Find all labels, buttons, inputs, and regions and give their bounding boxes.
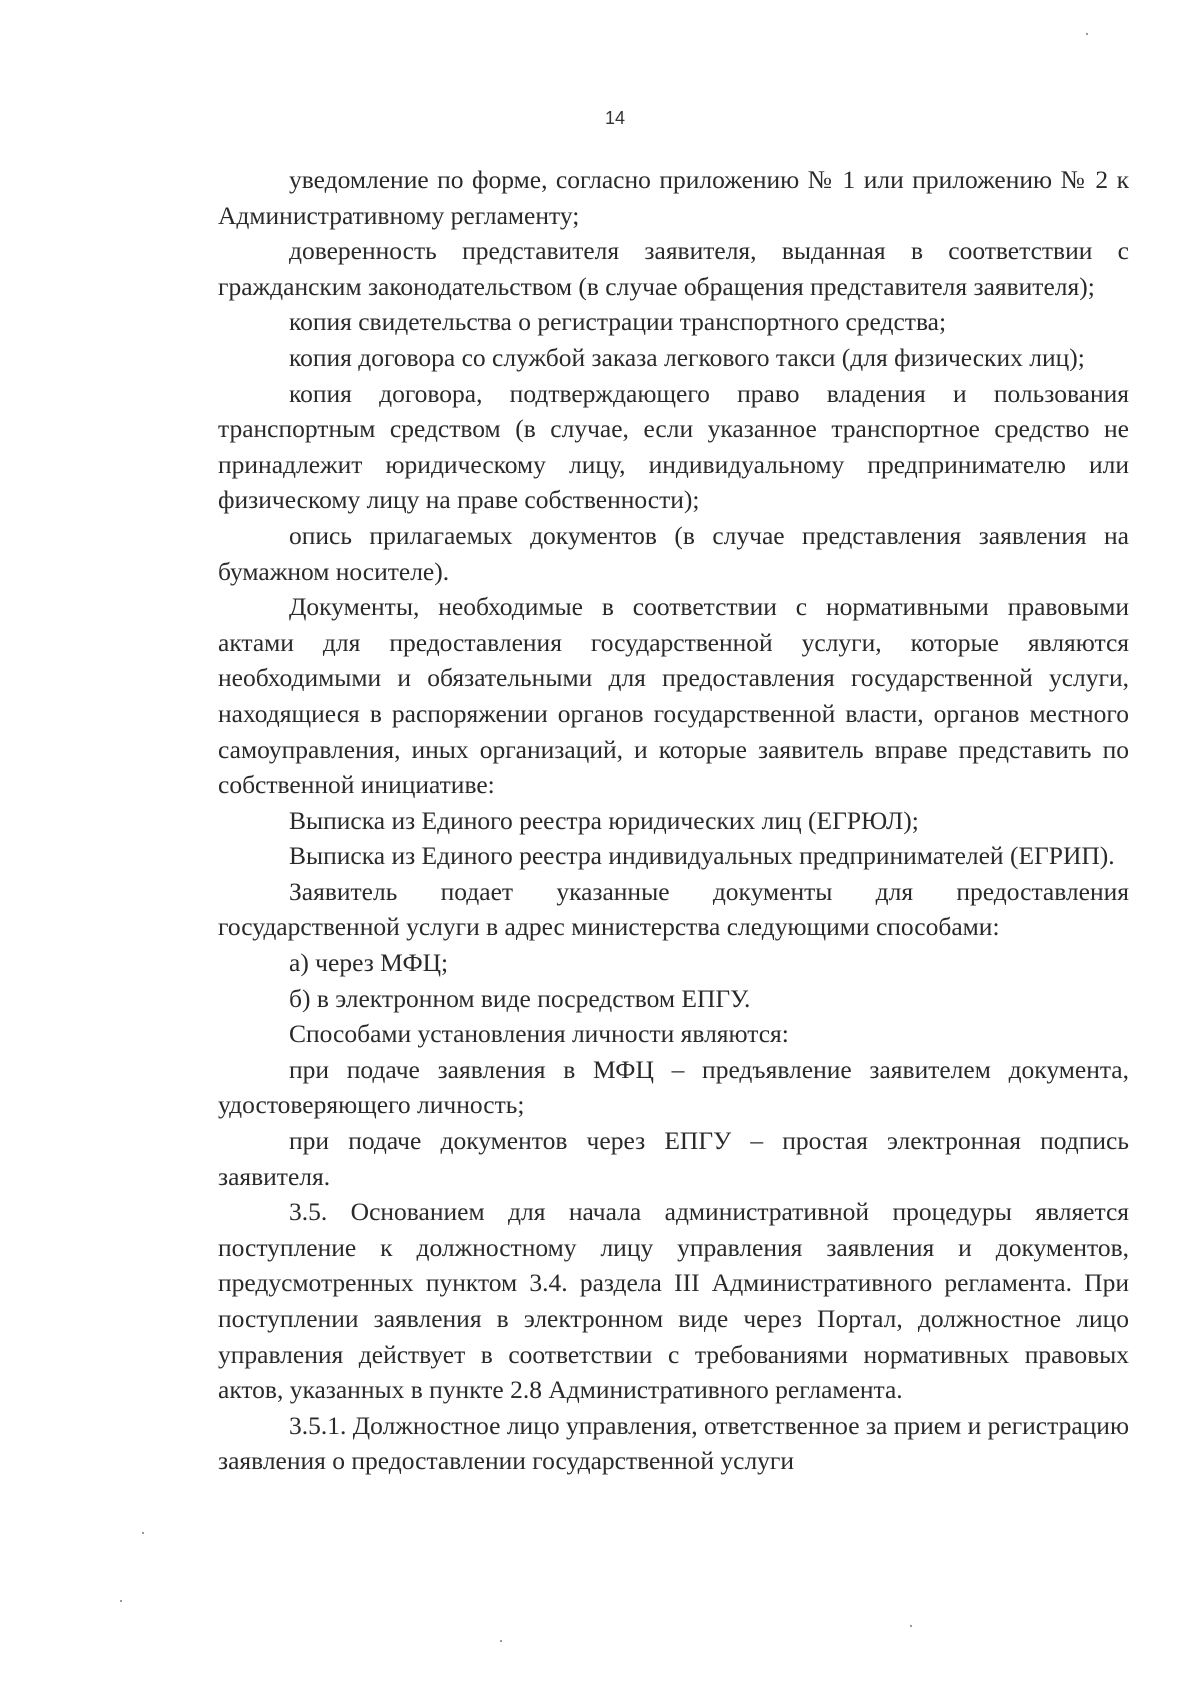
paragraph: а) через МФЦ; (289, 948, 449, 978)
scan-speck (142, 1532, 144, 1534)
paragraph: Заявитель подает указанные документы для предоставления государственной услуги в адрес министерства следующими способами: (218, 876, 1129, 942)
page-number: 14 (604, 108, 626, 128)
body-text (218, 162, 1129, 1479)
scan-speck (910, 1625, 912, 1627)
paragraph: копия свидетельства о регистрации транспортного средства; (289, 307, 947, 337)
paragraph: 3.5. Основанием для начала административной процедуры является поступление к должностному лицу управления заявления и документов, предусмотренных пунктом 3.4. раздела III Административного регламента. При поступлении заявления в электронном виде через Портал, должностное лицо управления действует в соответствии с требованиями нормативных правовых актов, указанных в пункте 2.8 Административного регламента. (218, 1197, 1129, 1405)
scan-speck (120, 1600, 122, 1602)
paragraph: Выписка из Единого реестра индивидуальных предпринимателей (ЕГРИП). (289, 841, 1115, 871)
paragraph: уведомление по форме, согласно приложению № 1 или приложению № 2 к Административному регламенту; (218, 165, 1129, 230)
paragraph: Документы, необходимые в соответствии с нормативными правовыми актами для предоставления государственной услуги, которые являются необходимыми и обязательными для предоставления государственной услуги, находящиеся в распоряжении органов государственной власти, органов местного самоуправления, иных организаций, и которые заявитель вправе представить по собственной инициативе: (218, 592, 1129, 800)
paragraph: копия договора, подтверждающего право владения и пользования транспортным средством (в случае, если указанное транспортное средство не принадлежит юридическому лицу, индивидуальному предпринимателю или физическому лицу на праве собственности); (218, 378, 1129, 515)
paragraph: доверенность представителя заявителя, выданная в соответствии с гражданским законодательством (в случае обращения представителя заявителя); (218, 236, 1129, 301)
scan-speck (500, 1640, 502, 1642)
paragraph: опись прилагаемых документов (в случае представления заявления на бумажном носителе). (218, 520, 1129, 586)
scan-speck (1086, 33, 1088, 35)
paragraph: б) в электронном виде посредством ЕПГУ. (289, 983, 751, 1013)
paragraph: при подаче заявления в МФЦ – предъявление заявителем документа, удостоверяющего личность; (218, 1054, 1129, 1120)
paragraph: Выписка из Единого реестра юридических лиц (ЕГРЮЛ); (289, 805, 919, 835)
paragraph: Способами установления личности являются: (289, 1019, 789, 1049)
paragraph: при подаче документов через ЕПГУ – простая электронная подпись заявителя. (218, 1126, 1129, 1191)
paragraph: копия договора со службой заказа легкового такси (для физических лиц); (289, 342, 1085, 372)
paragraph: 3.5.1. Должностное лицо управления, ответственное за прием и регистрацию заявления о предоставлении государственной услуги (218, 1410, 1129, 1476)
